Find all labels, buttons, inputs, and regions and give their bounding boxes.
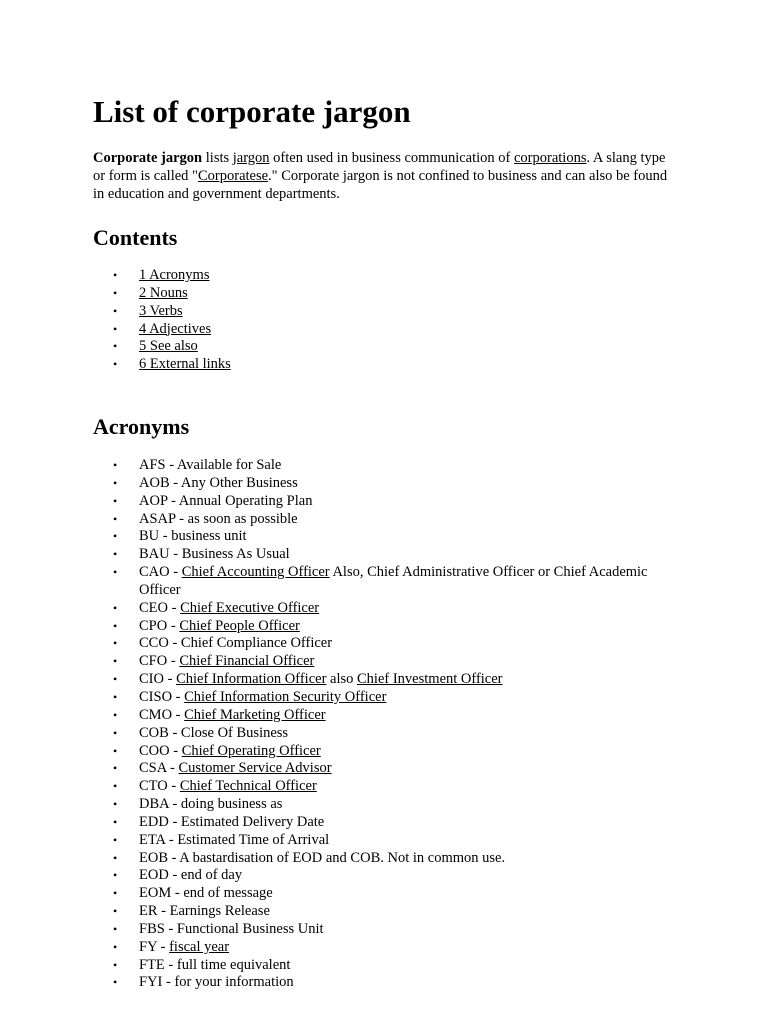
acronym-link[interactable]: Chief People Officer [179,617,300,634]
corporatese-link[interactable]: Corporatese [197,168,269,184]
acronym-link[interactable]: fiscal year [169,938,230,955]
acronym-item: • ETA - Estimated Time of Arrival [93,832,653,850]
acronym-text: Business As Usual [181,546,290,563]
acronym-abbr: EOD [139,867,169,884]
acronym-item: • CTO - Chief Technical Officer [93,778,653,796]
acronym-abbr: EDD [139,813,169,830]
acronym-item: • ER - Earnings Release [93,903,653,921]
acronym-item: • DBA - doing business as [93,796,653,814]
acronym-item: • BAU - Business As Usual [93,546,653,564]
acronym-text: for your information [174,974,294,991]
acronym-text: Any Other Business [180,474,298,491]
acronym-abbr: CMO [139,706,173,723]
acronym-item: • FTE - full time equivalent [93,957,653,975]
acronym-item: • EOB - A bastardisation of EOD and COB. Not in common use. [93,850,653,868]
acronym-item: • CAO - Chief Accounting Officer Also, Chief Administrative Officer or Chief Academic Officer [93,564,653,600]
acronym-link[interactable]: Chief Information Officer [176,671,327,688]
acronym-text: also [326,671,358,688]
acronym-link[interactable]: Customer Service Advisor [178,760,332,777]
acronym-text: end of day [180,867,243,884]
corporations-link[interactable]: corporations [514,150,587,166]
acronym-link[interactable]: Chief Technical Officer [179,778,317,795]
acronym-item: • EDD - Estimated Delivery Date [93,814,653,832]
acronym-link[interactable]: Chief Executive Officer [180,599,320,616]
acronym-text: Functional Business Unit [176,920,324,937]
acronym-abbr: ER [139,903,158,920]
acronym-item: • BU - business unit [93,528,653,546]
contents-item [93,285,653,303]
page-title: List of corporate jargon [93,94,411,129]
acronym-link[interactable]: Chief Accounting Officer [181,564,330,581]
acronym-text: Earnings Release [169,903,270,920]
acronym-item: • ASAP - as soon as possible [93,511,653,529]
acronyms-list [93,457,653,992]
acronym-item: • CIO - Chief Information Officer also Chief Investment Officer [93,671,653,689]
acronym-item: • CPO - Chief People Officer [93,618,653,636]
acronym-item: • AOB - Any Other Business [93,475,653,493]
contents-link[interactable]: 5 See also [139,338,198,355]
acronym-text: end of message [183,885,273,902]
contents-item [93,321,653,339]
acronym-link[interactable]: Chief Financial Officer [179,653,315,670]
intro-lead: Corporate jargon [93,150,203,166]
acronym-abbr: CAO [139,564,170,581]
acronym-item: • EOD - end of day [93,867,653,885]
acronym-text: full time equivalent [176,956,291,973]
acronym-text: Also, Chief Administrative Officer or Chief Academic Officer [139,564,648,598]
acronym-item: • COB - Close Of Business [93,725,653,743]
acronym-item: • COO - Chief Operating Officer [93,743,653,761]
acronym-abbr: CTO [139,778,168,795]
acronym-abbr: CFO [139,653,168,670]
acronym-link[interactable]: Chief Operating Officer [181,742,321,759]
contents-item [93,356,653,374]
acronym-text: Estimated Time of Arrival [177,831,330,848]
intro-text-3: . A slang type or form is called " [93,150,666,184]
acronym-abbr: FBS [139,920,165,937]
acronym-item: • CISO - Chief Information Security Officer [93,689,653,707]
acronym-abbr: BAU [139,546,170,563]
acronym-link[interactable]: Chief Investment Officer [357,671,503,688]
acronym-abbr: ETA [139,831,166,848]
acronym-abbr: AFS [139,457,166,473]
acronym-text: Annual Operating Plan [178,492,313,509]
acronym-link[interactable]: Chief Information Security Officer [184,688,387,705]
acronym-link[interactable]: Chief Marketing Officer [184,706,326,723]
acronym-item: • CEO - Chief Executive Officer [93,600,653,618]
acronym-abbr: CCO [139,635,169,652]
acronym-item: • FBS - Functional Business Unit [93,921,653,939]
acronym-text: Close Of Business [180,724,289,741]
acronym-abbr: ASAP [139,510,176,527]
contents-link[interactable]: 1 Acronyms [139,267,210,283]
acronym-abbr: DBA [139,796,169,813]
contents-link[interactable]: 3 Verbs [139,302,183,319]
acronym-abbr: CEO [139,599,168,616]
acronym-text: doing business as [180,796,283,813]
intro-text-1: lists [202,150,233,166]
acronym-abbr: CPO [139,617,168,634]
acronym-item: • CSA - Customer Service Advisor [93,760,653,778]
acronym-item: • CCO - Chief Compliance Officer [93,635,653,653]
intro-text-4: ." Corporate jargon is not confined to business and can also be found in education and government departments. [93,168,668,202]
contents-heading: Contents [93,225,178,250]
acronym-abbr: CSA [139,760,167,777]
contents-list [93,267,653,374]
acronym-abbr: EOM [139,885,172,902]
acronym-item: • CFO - Chief Financial Officer [93,653,653,671]
acronym-abbr: EOB [139,849,168,866]
contents-link[interactable]: 6 External links [139,356,231,373]
acronym-item: • FY - fiscal year [93,939,653,957]
intro-text-2: often used in business communication of [269,150,514,166]
intro-paragraph [93,149,668,203]
contents-item [93,303,653,321]
acronym-text: as soon as possible [187,510,298,527]
contents-item [93,267,653,285]
acronym-item: • AFS - Available for Sale [93,457,653,475]
acronym-text: business unit [171,528,247,545]
contents-link[interactable]: 2 Nouns [139,284,188,301]
acronym-abbr: BU [139,528,160,545]
acronym-abbr: FYI [139,974,163,991]
acronym-abbr: FTE [139,956,165,973]
acronym-abbr: AOP [139,492,168,509]
acronym-item: • FYI - for your information [93,974,653,992]
acronym-item: • EOM - end of message [93,885,653,903]
acronym-abbr: AOB [139,474,170,491]
acronym-abbr: COO [139,742,170,759]
acronym-text: A bastardisation of EOD and COB. Not in common use. [179,849,506,866]
contents-item [93,338,653,356]
jargon-link[interactable]: jargon [232,150,270,166]
acronyms-heading: Acronyms [93,414,190,439]
acronym-abbr: COB [139,724,169,741]
acronym-text: Chief Compliance Officer [180,635,333,652]
acronym-abbr: CISO [139,688,173,705]
acronym-text: Available for Sale [176,457,282,473]
acronym-text: Estimated Delivery Date [180,813,325,830]
contents-link[interactable]: 4 Adjectives [139,320,212,337]
acronym-item: • CMO - Chief Marketing Officer [93,707,653,725]
acronym-abbr: FY [139,938,157,955]
acronym-item: • AOP - Annual Operating Plan [93,493,653,511]
acronym-abbr: CIO [139,671,164,688]
